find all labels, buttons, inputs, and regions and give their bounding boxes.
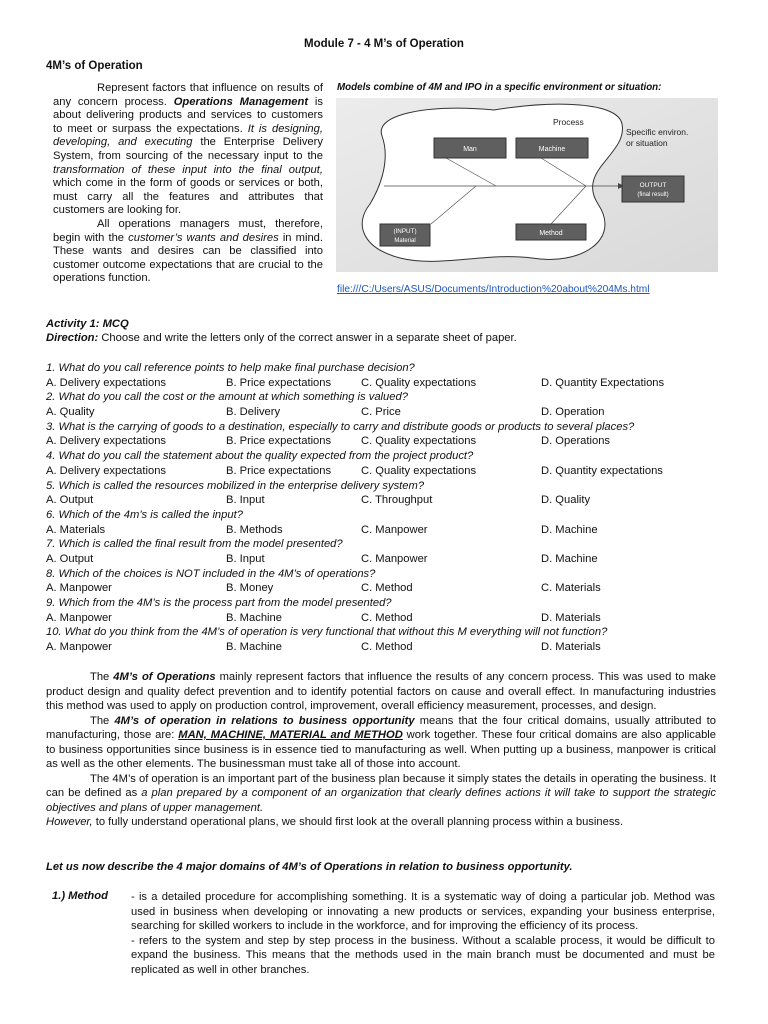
- option-c: C. Price: [361, 406, 401, 419]
- option-c: C. Throughput: [361, 494, 433, 507]
- question-text: 7. Which is called the final result from the model presented?: [46, 538, 343, 551]
- intro-text: [53, 82, 323, 286]
- option-a: A. Manpower: [46, 611, 112, 624]
- text-run: a plan prepared by a component of an organization that clearly defines actions it will take to support the strategic objectives and plans of upper management.: [46, 787, 716, 814]
- option-d: D. Materials: [541, 611, 601, 624]
- method-paragraph-2: - refers to the system and step by step process in the business. Without a scalable process, it would be difficult to expand the business. This means that the methods used in the main branch must be documented and must be replicated as well in other branches.: [131, 934, 715, 976]
- text-run: Represent factors that influence on results of any concern process.: [53, 82, 323, 108]
- question-options: [46, 464, 736, 479]
- question-text: 6. Which of the 4m’s is called the input?: [46, 508, 243, 521]
- question-text: 10. What do you think from the 4M’s of operation is very functional that without this M everything will not function?: [46, 626, 608, 639]
- text-run: It is designing, developing, and executing: [53, 122, 323, 149]
- option-c: C. Method: [361, 641, 413, 654]
- text-run: to fully understand operational plans, we should first look at the overall planning process within a business.: [92, 816, 624, 828]
- option-a: A. Output: [46, 552, 94, 565]
- machine-label: Machine: [538, 146, 566, 153]
- option-a: A. Delivery expectations: [46, 464, 167, 477]
- text-run: Operations Management: [173, 95, 309, 108]
- option-a: A. Output: [46, 494, 94, 507]
- option-d: D. Machine: [541, 552, 598, 565]
- text-run: customer’s wants and desires: [128, 231, 279, 244]
- option-b: B. Input: [226, 494, 265, 507]
- activity-title: Activity 1: MCQ: [46, 318, 129, 330]
- option-d: D. Quantity expectations: [541, 464, 663, 477]
- option-a: A. Quality: [46, 406, 95, 419]
- option-a: A. Delivery expectations: [46, 376, 167, 389]
- option-a: A. Manpower: [46, 582, 112, 595]
- input-label: (INPUT): [393, 228, 417, 235]
- domains-lead: Let us now describe the 4 major domains of 4M’s of Operations in relation to business opportunity.: [46, 861, 573, 873]
- file-link[interactable]: file:///C:/Users/ASUS/Documents/Introduction%20about%204Ms.html: [337, 284, 650, 295]
- text-run: transformation of these input into the final output,: [53, 163, 323, 176]
- body-paragraph-1: [46, 670, 716, 714]
- text-run: work together. These four critical domains are also applicable to business opportunities since business is in essence tied to manufacturing as well. When putting up a business, manpower is critical as well as the other elements. The businessman must take all of those into account.: [46, 729, 716, 770]
- output-sublabel: (final result): [637, 192, 669, 198]
- option-c: C. Quality expectations: [361, 464, 477, 477]
- body-paragraph-4: [46, 815, 716, 830]
- question-options: [46, 552, 736, 567]
- intro-paragraph-1: [53, 82, 323, 218]
- direction: [46, 332, 517, 344]
- option-d: D. Operation: [541, 406, 605, 419]
- figure-caption: Models combine of 4M and IPO in a specific environment or situation:: [337, 82, 662, 93]
- option-a: A. Manpower: [46, 641, 112, 654]
- question-options: [46, 493, 736, 508]
- question-text: 1. What do you call reference points to help make final purchase decision?: [46, 362, 415, 374]
- body-paragraph-2: [46, 714, 716, 772]
- method-heading: 1.) Method: [52, 890, 108, 902]
- option-d: C. Materials: [541, 582, 601, 595]
- text-run: the Enterprise Delivery System, from sourcing of the necessary input to the: [53, 136, 323, 162]
- text-run: 4M’s of Operations: [113, 671, 216, 683]
- text-run: 4M’s of operation in relations to business opportunity: [114, 714, 415, 727]
- process-label: Process: [553, 117, 584, 127]
- method-label: Method: [539, 230, 563, 237]
- option-c: C. Manpower: [361, 523, 428, 536]
- text-run: However,: [46, 816, 93, 828]
- option-d: D. Operations: [541, 435, 611, 448]
- text-run: is about delivering products and services to customers to meet or surpass the expectations.: [53, 95, 323, 135]
- environment-label-2: or situation: [626, 138, 668, 148]
- option-b: B. Price expectations: [226, 464, 332, 477]
- question-options: [46, 405, 736, 420]
- question-text: 9. Which from the 4M’s is the process part from the model presented?: [46, 597, 392, 609]
- option-b: B. Machine: [226, 641, 282, 654]
- question-options: [46, 640, 736, 655]
- option-b: B. Input: [226, 552, 265, 565]
- 4m-ipo-diagram: [336, 98, 718, 272]
- question-text: 3. What is the carrying of goods to a destination, especially to carry and distribute goods or products to several places?: [46, 420, 635, 433]
- question-options: [46, 611, 736, 626]
- text-run: in mind. These wants and desires can be classified into customer outcome expectations that are crucial to the operations function.: [53, 231, 323, 285]
- option-d: D. Machine: [541, 523, 598, 536]
- question-text: 5. Which is called the resources mobilized in the enterprise delivery system?: [46, 479, 425, 492]
- section-heading: 4M’s of Operation: [46, 60, 143, 72]
- output-box: [622, 176, 684, 202]
- method-description: [131, 890, 715, 977]
- option-c: C. Quality expectations: [361, 435, 477, 448]
- option-c: C. Quality expectations: [361, 376, 477, 389]
- option-b: B. Machine: [226, 611, 282, 624]
- option-d: D. Quality: [541, 494, 591, 507]
- option-b: B. Methods: [226, 523, 283, 536]
- option-a: A. Delivery expectations: [46, 435, 167, 448]
- page-title: Module 7 - 4 M’s of Operation: [304, 38, 464, 50]
- option-c: C. Method: [361, 582, 413, 595]
- option-a: A. Materials: [46, 523, 106, 536]
- option-b: B. Delivery: [226, 406, 281, 419]
- question-text: 8. Which of the choices is NOT included in the 4M’s of operations?: [46, 567, 376, 580]
- question-text: 2. What do you call the cost or the amount at which something is valued?: [46, 391, 408, 404]
- text-run: The: [90, 714, 115, 727]
- option-d: D. Quantity Expectations: [541, 376, 665, 389]
- option-b: B. Money: [226, 582, 274, 595]
- question-options: [46, 581, 736, 596]
- text-run: The 4M’s of operation is an important part of the business plan because it simply states the details in operating the business. It can be defined as: [46, 772, 716, 799]
- text-run: All operations managers must, therefore, begin with the: [53, 217, 323, 244]
- question-text: 4. What do you call the statement about the quality expected from the project product?: [46, 450, 474, 463]
- option-b: B. Price expectations: [226, 435, 332, 448]
- method-paragraph-1: - is a detailed procedure for accomplishing something. It is a systematic way of doing a particular job. Method was used in business when developing or innovating a new products or services, expanding your business enterprise, searching for skilled workers to include in the workforce, and for improving the efficiency of its process.: [131, 891, 715, 932]
- direction-text: Choose and write the letters only of the correct answer in a separate sheet of paper.: [98, 332, 517, 344]
- question-options: [46, 523, 736, 538]
- body-text: [46, 670, 716, 830]
- body-paragraph-3: [46, 772, 716, 816]
- text-run: MAN, MACHINE, MATERIAL and METHOD: [178, 729, 403, 741]
- intro-paragraph-2: [53, 218, 323, 286]
- man-label: Man: [463, 146, 477, 153]
- text-run: mainly represent factors that influence the results of any concern process. This was used to make product design and quality defect prevention and to identify potential factors on cause and overall effect. In manufacturing industries this method was used to apply on production control, improvement, overall efficiency measurement, processes, and design.: [46, 671, 716, 712]
- environment-label: Specific environ.: [626, 127, 689, 137]
- mcq-list: [46, 361, 736, 655]
- text-run: The: [90, 671, 114, 683]
- output-label: OUTPUT: [639, 182, 667, 189]
- option-c: C. Manpower: [361, 552, 428, 565]
- option-d: D. Materials: [541, 641, 601, 654]
- text-run: which come in the form of goods or services or both, must carry all the features and attributes that customers are looking for.: [53, 177, 323, 217]
- question-options: [46, 376, 736, 391]
- question-options: [46, 434, 736, 449]
- direction-label: Direction:: [46, 332, 99, 344]
- option-c: C. Method: [361, 611, 413, 624]
- text-run: means that the four critical domains, usually attributed to manufacturing, those are:: [46, 714, 716, 741]
- option-b: B. Price expectations: [226, 376, 332, 389]
- input-sublabel: Material: [394, 238, 416, 244]
